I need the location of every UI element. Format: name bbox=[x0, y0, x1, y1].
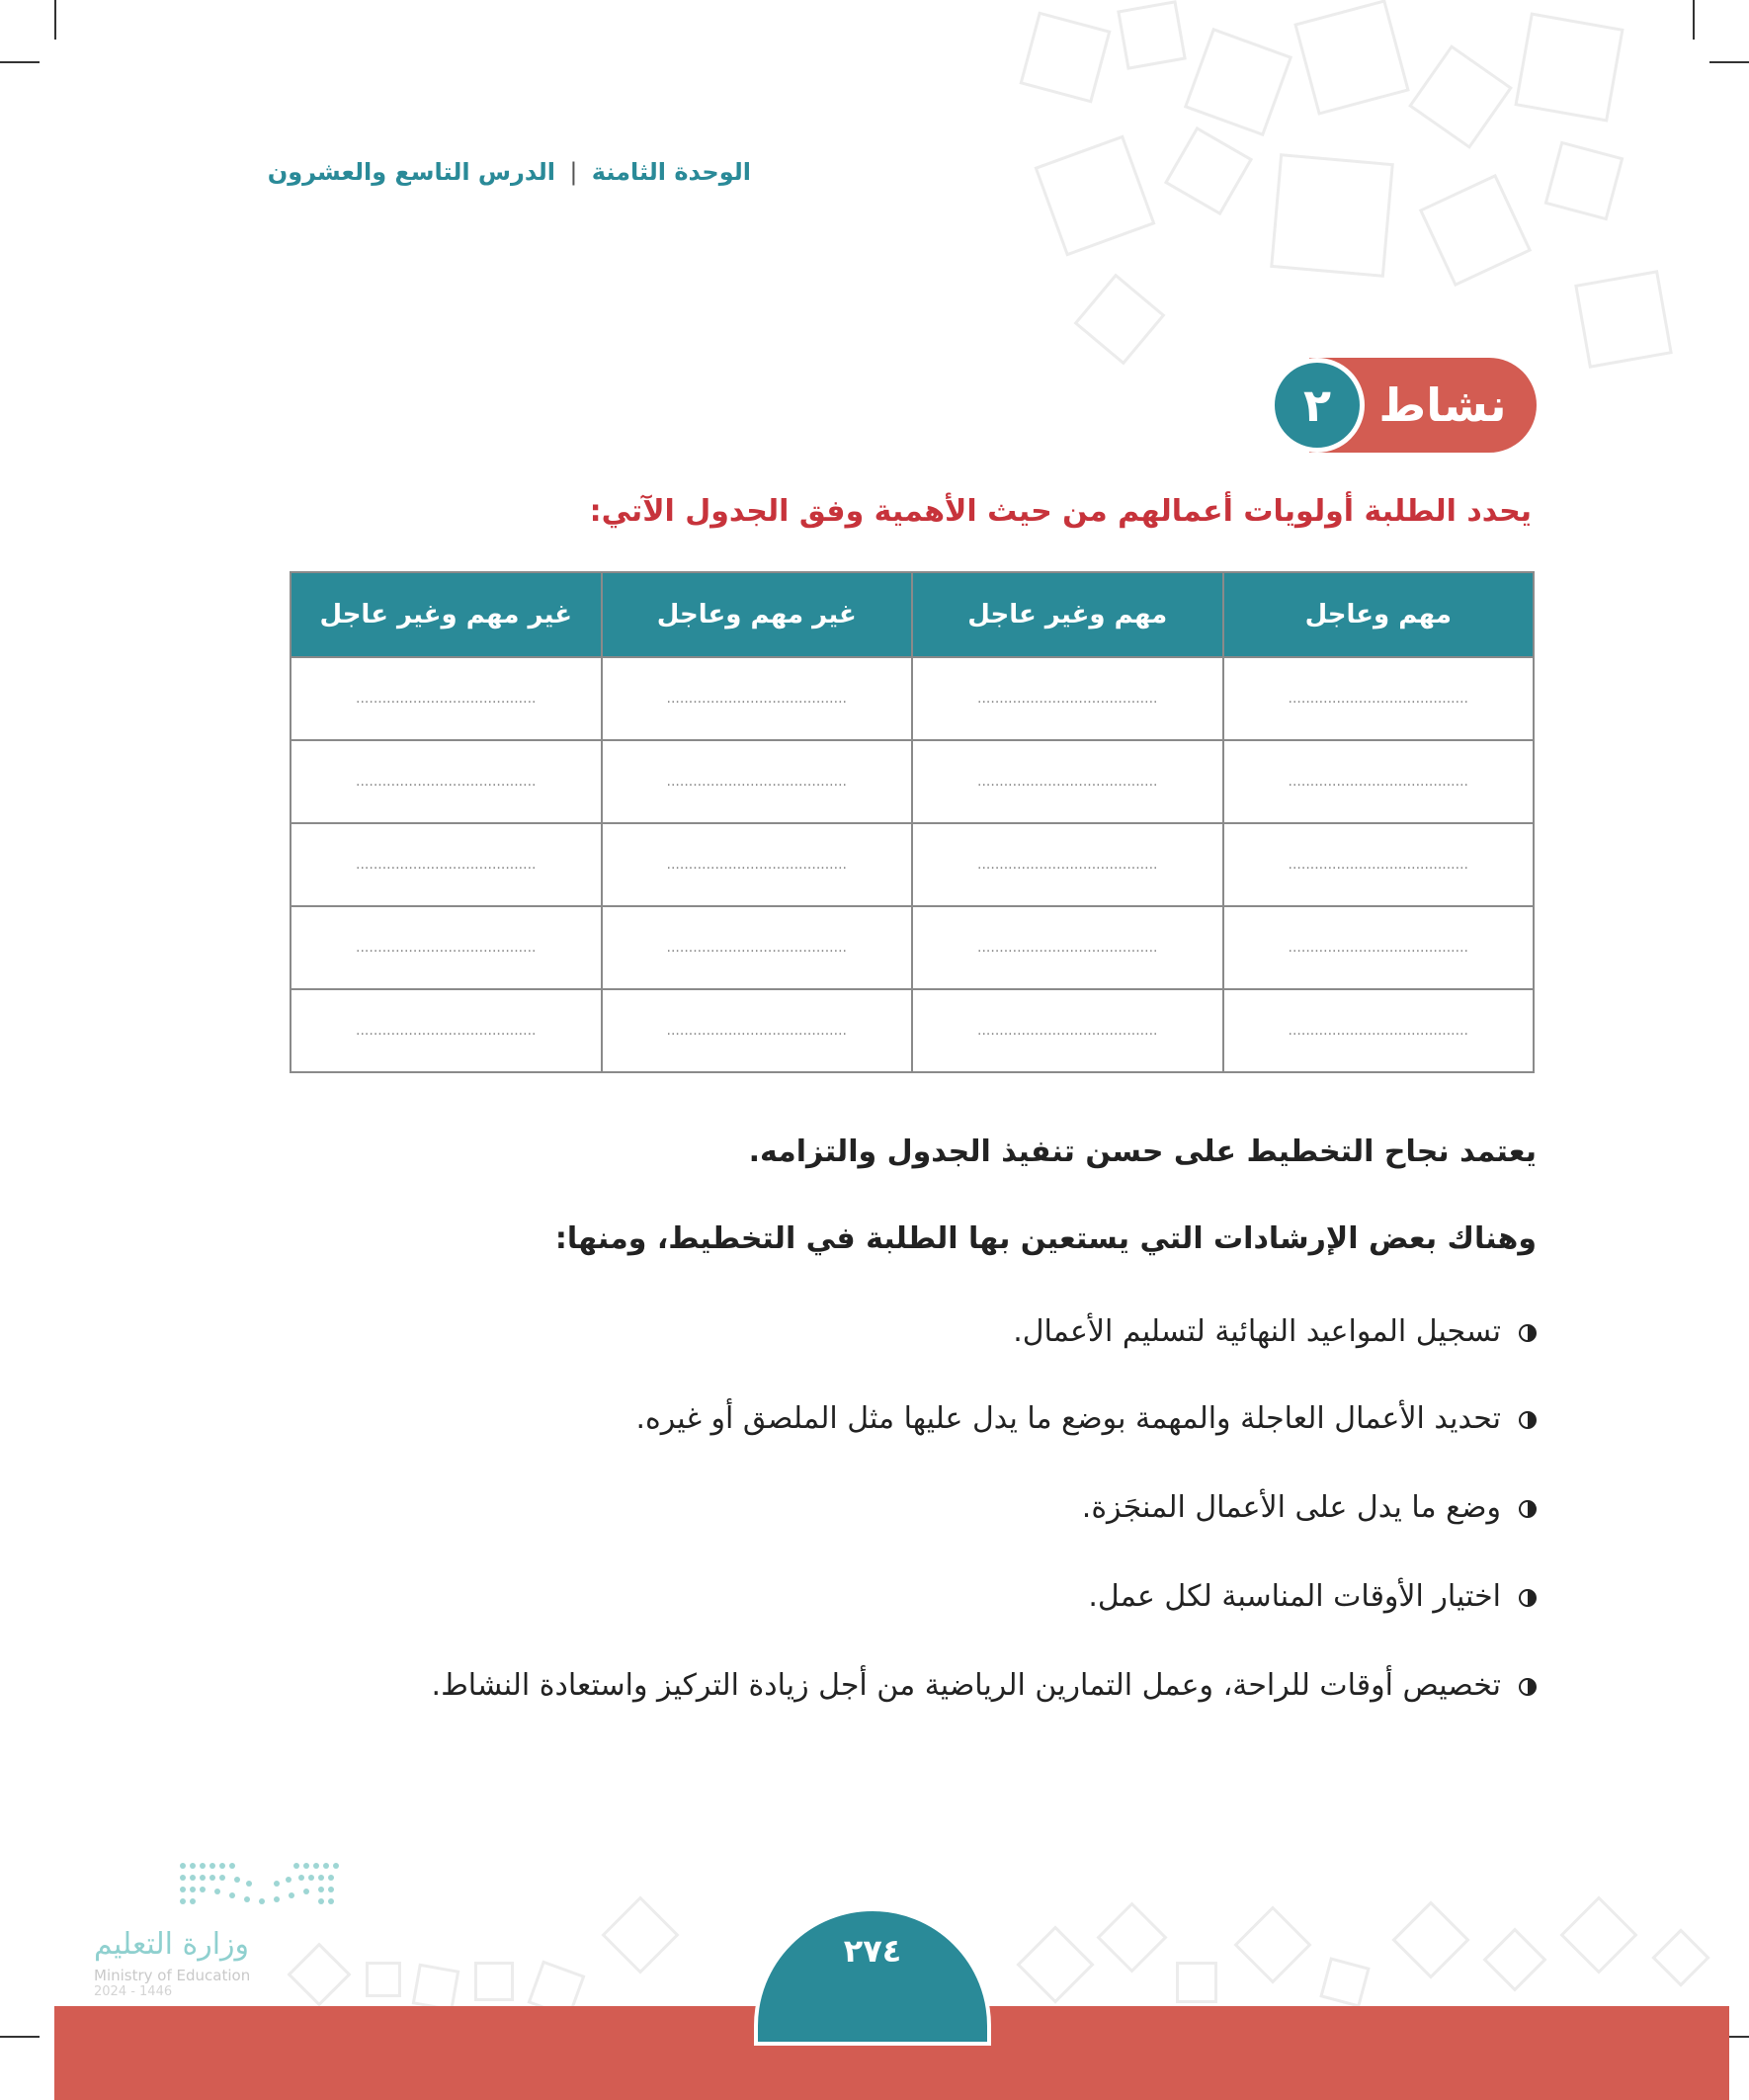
list-item-text: وضع ما يدل على الأعمال المنجَزة. bbox=[1081, 1490, 1501, 1525]
lesson-title: الدرس التاسع والعشرون bbox=[267, 158, 555, 186]
answer-cell[interactable]: ......................................... bbox=[912, 657, 1223, 740]
crop-mark bbox=[0, 61, 40, 63]
paragraph-guidelines-intro: وهناك بعض الإرشادات التي يستعين بها الطلبة في التخطيط، ومنها: bbox=[554, 1221, 1537, 1256]
list-item-text: اختيار الأوقات المناسبة لكل عمل. bbox=[1088, 1579, 1501, 1614]
list-item bbox=[1013, 1314, 1537, 1349]
unit-title: الوحدة الثامنة bbox=[591, 158, 751, 186]
answer-cell[interactable]: ......................................... bbox=[1223, 906, 1535, 989]
page-number-tab bbox=[754, 1907, 991, 2046]
page-header bbox=[0, 158, 751, 186]
answer-cell[interactable]: ......................................... bbox=[912, 823, 1223, 906]
column-header: مهم وغير عاجل bbox=[912, 572, 1223, 657]
crop-mark bbox=[0, 2036, 40, 2038]
ministry-logo bbox=[94, 1858, 361, 1999]
answer-cell[interactable]: ......................................... bbox=[1223, 989, 1535, 1072]
list-item-text: تحديد الأعمال العاجلة والمهمة بوضع ما يدل عليها مثل الملصق أو غيره. bbox=[635, 1401, 1501, 1436]
answer-cell[interactable]: ......................................... bbox=[291, 989, 602, 1072]
table-row bbox=[291, 657, 1534, 740]
table-row bbox=[291, 740, 1534, 823]
ministry-name-arabic: وزارة التعليم bbox=[94, 1927, 250, 1962]
table-row bbox=[291, 906, 1534, 989]
answer-cell[interactable]: ......................................... bbox=[912, 740, 1223, 823]
answer-cell[interactable]: ......................................... bbox=[291, 657, 602, 740]
answer-cell[interactable]: ......................................... bbox=[912, 906, 1223, 989]
ministry-logo-dots-icon bbox=[178, 1858, 346, 1917]
answer-cell[interactable]: ......................................... bbox=[602, 823, 913, 906]
answer-cell[interactable]: ......................................... bbox=[291, 823, 602, 906]
list-item bbox=[432, 1668, 1537, 1703]
answer-cell[interactable]: ......................................... bbox=[602, 740, 913, 823]
table-row bbox=[291, 823, 1534, 906]
activity-instruction: يحدد الطلبة أولويات أعمالهم من حيث الأهمية وفق الجدول الآتي: bbox=[589, 494, 1532, 529]
answer-cell[interactable]: ......................................... bbox=[1223, 657, 1535, 740]
answer-cell[interactable]: ......................................... bbox=[291, 906, 602, 989]
answer-cell[interactable]: ......................................... bbox=[602, 906, 913, 989]
answer-cell[interactable]: ......................................... bbox=[602, 657, 913, 740]
bullet-icon bbox=[1519, 1589, 1537, 1607]
bullet-icon bbox=[1519, 1324, 1537, 1342]
crop-mark bbox=[1709, 61, 1749, 63]
activity-badge bbox=[1270, 358, 1537, 453]
priority-table bbox=[290, 571, 1535, 1073]
page-number: ٢٧٤ bbox=[843, 1932, 902, 1970]
bullet-icon bbox=[1519, 1411, 1537, 1429]
list-item bbox=[1082, 1490, 1537, 1525]
list-item-text: تخصيص أوقات للراحة، وعمل التمارين الرياضية من أجل زيادة التركيز واستعادة النشاط. bbox=[431, 1668, 1501, 1703]
activity-label: نشاط bbox=[1378, 378, 1507, 432]
activity-number: ٢ bbox=[1270, 358, 1365, 453]
header-separator: | bbox=[569, 158, 578, 186]
answer-cell[interactable]: ......................................... bbox=[1223, 740, 1535, 823]
table-row bbox=[291, 989, 1534, 1072]
ministry-name-english: Ministry of Education bbox=[94, 1967, 251, 1984]
list-item-text: تسجيل المواعيد النهائية لتسليم الأعمال. bbox=[1013, 1314, 1501, 1349]
crop-mark bbox=[1693, 0, 1695, 40]
answer-cell[interactable]: ......................................... bbox=[1223, 823, 1535, 906]
crop-mark bbox=[54, 0, 56, 40]
edition-year: 2024 - 1446 bbox=[94, 1984, 173, 1999]
bullet-icon bbox=[1519, 1678, 1537, 1696]
column-header: مهم وعاجل bbox=[1223, 572, 1535, 657]
column-header: غير مهم وعاجل bbox=[602, 572, 913, 657]
answer-cell[interactable]: ......................................... bbox=[912, 989, 1223, 1072]
table-header-row bbox=[291, 572, 1534, 657]
paragraph-planning-success: يعتمد نجاح التخطيط على حسن تنفيذ الجدول والتزامه. bbox=[748, 1134, 1537, 1169]
answer-cell[interactable]: ......................................... bbox=[602, 989, 913, 1072]
answer-cell[interactable]: ......................................... bbox=[291, 740, 602, 823]
bullet-icon bbox=[1519, 1500, 1537, 1518]
column-header: غير مهم وغير عاجل bbox=[291, 572, 602, 657]
list-item bbox=[1088, 1579, 1537, 1614]
list-item bbox=[635, 1401, 1537, 1436]
